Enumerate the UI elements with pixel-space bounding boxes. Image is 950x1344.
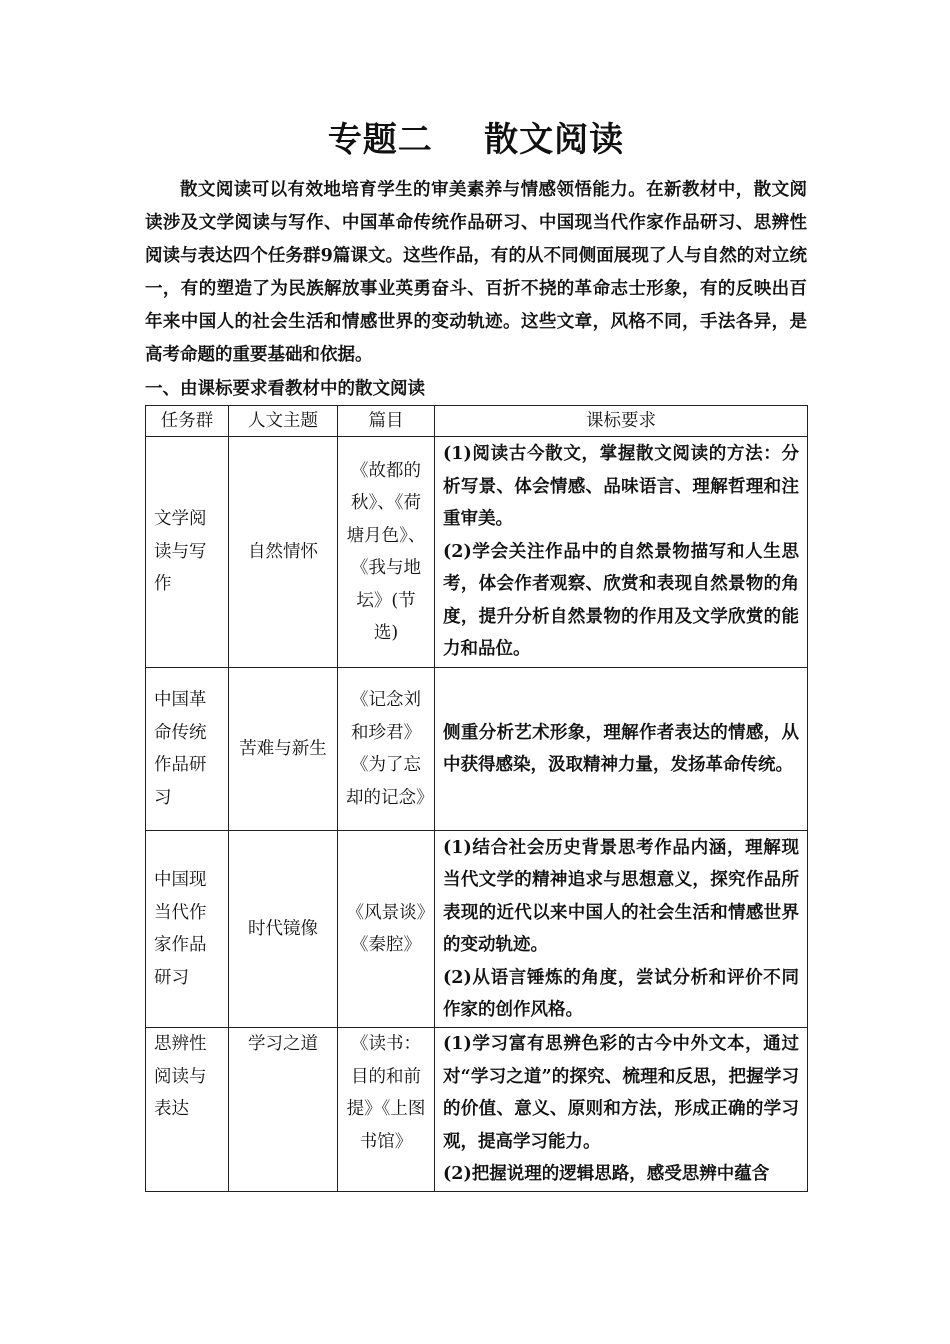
cell-requirements: [435, 831, 808, 1028]
cell-works: 《记念刘和珍君》《为了忘却的记念》: [338, 668, 435, 831]
header-works: 篇目: [338, 406, 435, 437]
cell-works: 《读书：目的和前提》《上图书馆》: [338, 1028, 435, 1192]
table-row: [146, 1028, 808, 1192]
requirement-item: 侧重分析艺术形象，理解作者表达的情感，从中获得感染，汲取精神力量，发扬革命传统。: [443, 722, 799, 775]
requirement-item: (2)学会关注作品中的自然景物描写和人生思考，体会作者观察、欣赏和表现自然景物的角度，提升分析自然景物的作用及文学欣赏的能力和品位。: [443, 541, 799, 660]
intro-paragraph: 散文阅读可以有效地培育学生的审美素养与情感领悟能力。在新教材中，散文阅读涉及文学阅读与写作、中国革命传统作品研习、中国现当代作家作品研习、思辨性阅读与表达四个任务群9篇课文。这些作品，有的从不同侧面展现了人与自然的对立统一，有的塑造了为民族解放事业英勇奋斗、百折不挠的革命志士形象，有的反映出百年来中国人的社会生活和情感世界的变动轨迹。这些文章，风格不同，手法各异，是高考命题的重要基础和依据。: [145, 180, 807, 365]
cell-requirements: [435, 437, 808, 668]
cell-theme: 学习之道: [229, 1028, 338, 1192]
cell-theme: 苦难与新生: [229, 668, 338, 831]
cell-works: 《风景谈》《秦腔》: [338, 831, 435, 1028]
page-title: 专题二 散文阅读: [327, 120, 625, 160]
table-header-row: [146, 406, 808, 437]
table-row: [146, 437, 808, 668]
header-group: 任务群: [146, 406, 229, 437]
table-row: [146, 668, 808, 831]
requirement-item: (2)从语言锤炼的角度，尝试分析和评价不同作家的创作风格。: [443, 967, 799, 1020]
section-heading: 一、由课标要求看教材中的散文阅读: [145, 379, 425, 399]
cell-group: 中国现当代作家作品研习: [146, 831, 229, 1028]
header-theme: 人文主题: [229, 406, 338, 437]
requirement-item: (1)学习富有思辨色彩的古今中外文本，通过对“学习之道”的探究、梳理和反思，把握学习的价值、意义、原则和方法，形成正确的学习观，提高学习能力。: [443, 1034, 799, 1152]
cell-group: 文学阅读与写作: [146, 437, 229, 668]
requirement-item: (1)结合社会历史背景思考作品内涵，理解现当代文学的精神追求与思想意义，探究作品所表现的近代以来中国人的社会生活和情感世界的变动轨迹。: [443, 837, 799, 955]
header-requirements: 课标要求: [435, 406, 808, 437]
cell-theme: 自然情怀: [229, 437, 338, 668]
curriculum-table: [145, 405, 808, 1192]
cell-group: 中国革命传统作品研习: [146, 668, 229, 831]
requirement-item: (1)阅读古今散文，掌握散文阅读的方法：分析写景、体会情感、品味语言、理解哲理和注重审美。: [443, 444, 799, 530]
requirement-item: (2)把握说理的逻辑思路，感受思辨中蕴含: [443, 1164, 770, 1184]
table-row: [146, 831, 808, 1028]
cell-works: 《故都的秋》、《荷塘月色》、《我与地坛》(节选): [338, 437, 435, 668]
cell-requirements: [435, 1028, 808, 1192]
cell-group: 思辨性阅读与表达: [146, 1028, 229, 1192]
cell-requirements: [435, 668, 808, 831]
cell-theme: 时代镜像: [229, 831, 338, 1028]
document-page: [145, 118, 807, 1192]
